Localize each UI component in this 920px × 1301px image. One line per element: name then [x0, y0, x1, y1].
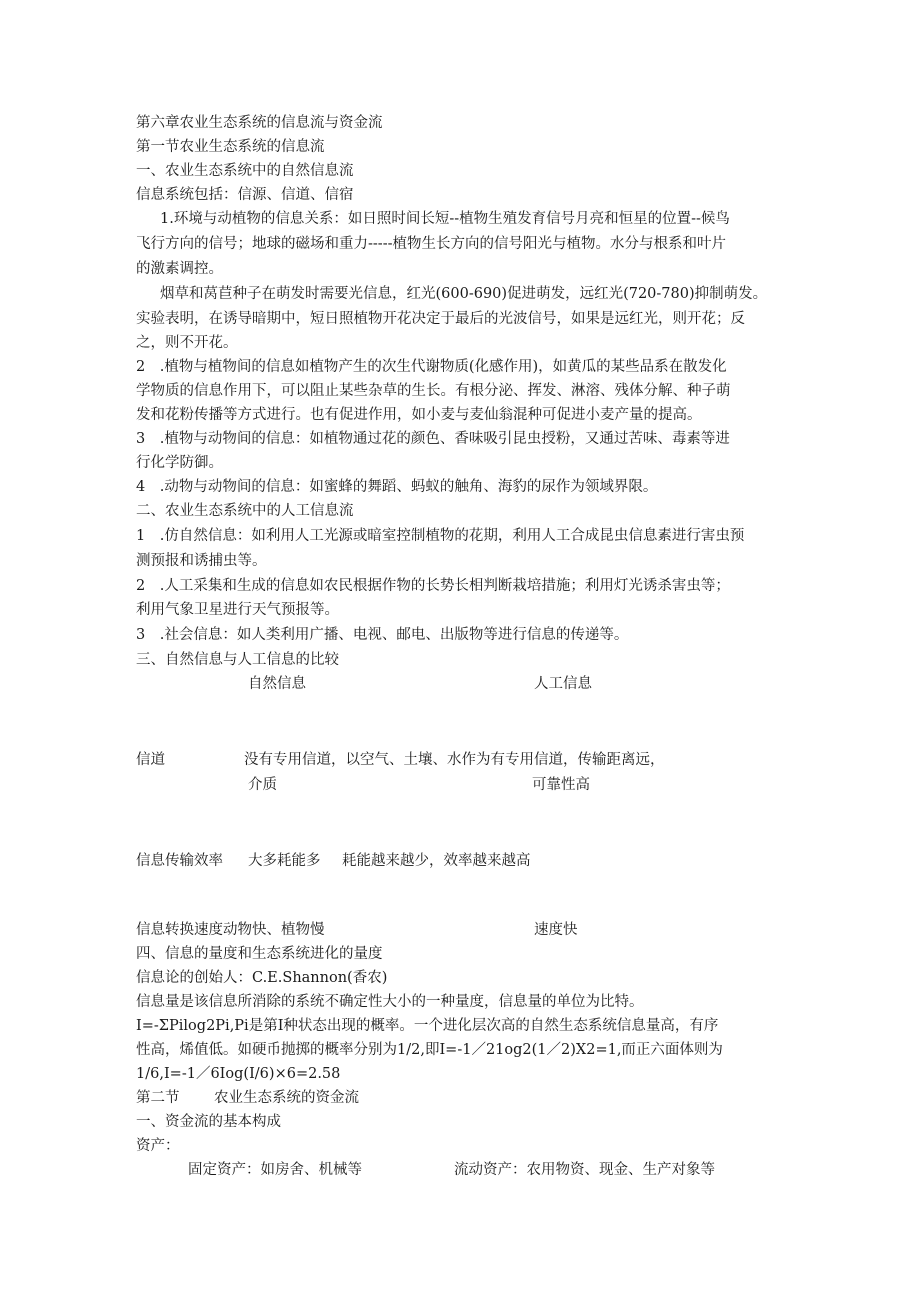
- section2-title: 农业生态系统的资金流: [214, 1090, 359, 1106]
- paragraph-line: 3 .社会信息：如人类利用广播、电视、邮电、出版物等进行信息的传递等。: [136, 627, 629, 643]
- founder-line: 信息论的创始人：C.E.Shannon(香农): [136, 970, 388, 986]
- formula-line: I=-ΣPilog2Pi,Pi是第I种状态出现的概率。一个进化层次高的自然生态系统信息量高，有序: [136, 1018, 719, 1034]
- row-efficiency-natural: 大多耗能多: [248, 853, 321, 869]
- row-conversion-artificial: 速度快: [534, 922, 578, 938]
- section-title: 第一节农业生态系统的信息流: [136, 139, 325, 155]
- row-label-channel: 信道: [136, 752, 165, 768]
- paragraph-line: 飞行方向的信号；地球的磁场和重力-----植物生长方向的信号阳光与植物。水分与根系和叶片: [136, 236, 726, 252]
- paragraph-line: 3 .植物与动物间的信息：如植物通过花的颜色、香味吸引昆虫授粉，又通过苦味、毒素等进: [136, 431, 730, 447]
- column-header-artificial: 人工信息: [534, 676, 592, 692]
- paragraph-line: 4 .动物与动物间的信息：如蜜蜂的舞蹈、蚂蚁的触角、海豹的尿作为领域界限。: [136, 479, 658, 495]
- row-channel-artificial-cont: 可靠性高: [532, 777, 590, 793]
- row-conversion-speed: 信息转换速度动物快、植物慢: [136, 922, 325, 938]
- heading-natural-info-flow: 一、农业生态系统中的自然信息流: [136, 163, 354, 179]
- info-system-line: 信息系统包括：信源、信道、信宿: [136, 187, 354, 203]
- heading-comparison: 三、自然信息与人工信息的比较: [136, 652, 339, 668]
- paragraph-line: 的激素调控。: [136, 261, 223, 277]
- row-channel-text: 没有专用信道，以空气、土壤、水作为有专用信道，传输距离远，: [244, 752, 665, 768]
- paragraph-line: 1 .仿自然信息：如利用人工光源或暗室控制植物的花期，利用人工合成昆虫信息素进行害虫预: [136, 528, 745, 544]
- fixed-assets: 固定资产：如房舍、机械等: [188, 1162, 362, 1178]
- formula-line: 性高，烯值低。如硬币抛掷的概率分别为1/2,即I=-1／21og2(1／2)X2=1,而正六面体则为: [136, 1042, 723, 1058]
- paragraph-line: 2 .人工采集和生成的信息如农民根据作物的长势长相判断栽培措施；利用灯光诱杀害虫等；: [136, 578, 730, 594]
- section2-number: 第二节: [136, 1090, 180, 1106]
- row-efficiency-artificial: 耗能越来越少，效率越来越高: [342, 853, 531, 869]
- paragraph-line: 测预报和诱捕虫等。: [136, 553, 267, 569]
- row-channel-natural-cont: 介质: [248, 777, 277, 793]
- column-header-natural: 自然信息: [248, 676, 306, 692]
- paragraph-line: 之，则不开花。: [136, 335, 238, 351]
- paragraph-line: 烟草和莴苣种子在萌发时需要光信息，红光(600-690)促进萌发，远红光(720-780)抑制萌发。: [160, 286, 768, 302]
- formula-line: 1/6,I=-1／6Iog(I/6)×6=2.58: [136, 1066, 341, 1082]
- row-label-efficiency: 信息传输效率: [136, 853, 223, 869]
- paragraph-line: 学物质的信息作用下，可以阻止某些杂草的生长。有根分泌、挥发、淋溶、残体分解、种子萌: [136, 383, 731, 399]
- chapter-title: 第六章农业生态系统的信息流与资金流: [136, 115, 383, 131]
- paragraph-line: 行化学防御。: [136, 455, 223, 471]
- paragraph-line: 利用气象卫星进行天气预报等。: [136, 602, 339, 618]
- paragraph-line: 2 .植物与植物间的信息如植物产生的次生代谢物质(化感作用)，如黄瓜的某些品系在散发化: [136, 359, 727, 375]
- current-assets: 流动资产：农用物资、现金、生产对象等: [454, 1162, 715, 1178]
- heading-measure: 四、信息的量度和生态系统进化的量度: [136, 946, 383, 962]
- heading-capital: 一、资金流的基本构成: [136, 1114, 281, 1130]
- assets-label: 资产：: [136, 1138, 180, 1154]
- paragraph-line: 实验表明，在诱导暗期中，短日照植物开花决定于最后的光波信号，如果是远红光，则开花；反: [136, 311, 745, 327]
- heading-artificial-info-flow: 二、农业生态系统中的人工信息流: [136, 503, 354, 519]
- paragraph-line: 发和花粉传播等方式进行。也有促进作用，如小麦与麦仙翁混种可促进小麦产量的提高。: [136, 407, 702, 423]
- paragraph-line: 1.环境与动植物的信息关系：如日照时间长短--植物生殖发育信号月亮和恒星的位置--候鸟: [160, 211, 730, 227]
- info-definition: 信息量是该信息所消除的系统不确定性大小的一种量度，信息量的单位为比特。: [136, 994, 644, 1010]
